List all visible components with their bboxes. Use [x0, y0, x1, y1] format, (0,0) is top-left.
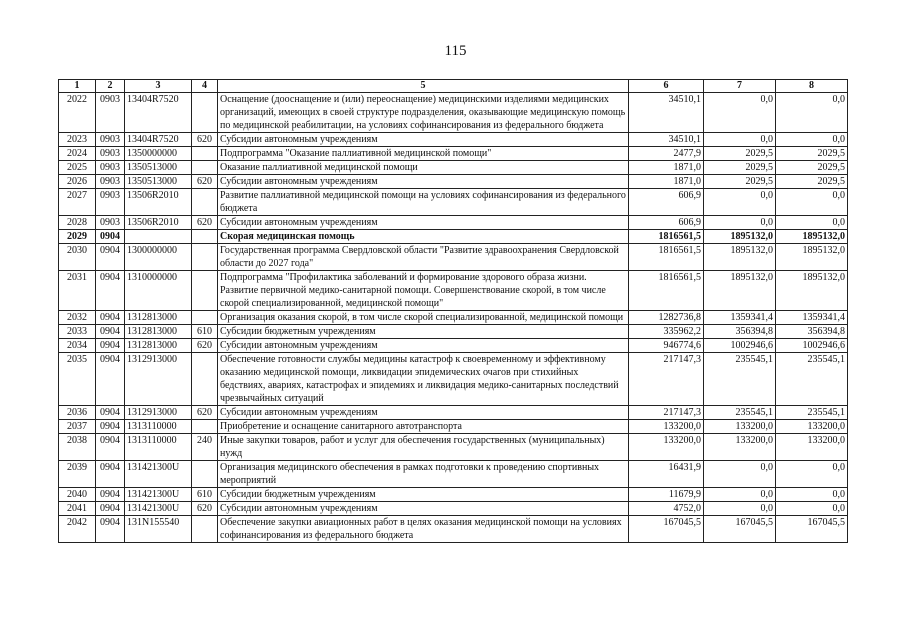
column-header: 7	[704, 80, 776, 93]
target-article-code: 1350000000	[125, 147, 192, 161]
amount-year-2: 1895132,0	[704, 230, 776, 244]
expense-type-code	[192, 311, 218, 325]
target-article-code: 1312813000	[125, 311, 192, 325]
amount-year-1: 11679,9	[629, 488, 704, 502]
amount-year-1: 335962,2	[629, 325, 704, 339]
amount-year-1: 217147,3	[629, 353, 704, 406]
amount-year-2: 2029,5	[704, 147, 776, 161]
section-code: 0904	[96, 325, 125, 339]
amount-year-3: 1895132,0	[776, 244, 848, 271]
amount-year-3: 167045,5	[776, 516, 848, 543]
row-number: 2033	[59, 325, 96, 339]
page-number: 115	[444, 43, 467, 59]
amount-year-1: 133200,0	[629, 420, 704, 434]
section-code: 0904	[96, 488, 125, 502]
table-row	[59, 271, 848, 311]
section-code: 0904	[96, 311, 125, 325]
amount-year-3: 0,0	[776, 488, 848, 502]
target-article-code: 1312913000	[125, 406, 192, 420]
target-article-code: 1300000000	[125, 244, 192, 271]
target-article-code: 1312813000	[125, 325, 192, 339]
amount-year-1: 167045,5	[629, 516, 704, 543]
expense-type-code	[192, 244, 218, 271]
table-row	[59, 244, 848, 271]
amount-year-1: 133200,0	[629, 434, 704, 461]
section-code: 0903	[96, 216, 125, 230]
column-header: 3	[125, 80, 192, 93]
item-name: Субсидии автономным учреждениям	[218, 339, 629, 353]
item-name: Оснащение (дооснащение и (или) переоснащение) медицинскими изделиями медицинских организаций, имеющих в своей структуре подразделения, оказывающие медицинскую помощь по медицинской реабилитации, на условиях софинансирования из федерального бюджета	[218, 93, 629, 133]
target-article-code: 13506R2010	[125, 216, 192, 230]
amount-year-2: 356394,8	[704, 325, 776, 339]
section-code: 0904	[96, 502, 125, 516]
amount-year-2: 235545,1	[704, 353, 776, 406]
amount-year-1: 16431,9	[629, 461, 704, 488]
expense-type-code: 620	[192, 133, 218, 147]
target-article-code: 13506R2010	[125, 189, 192, 216]
target-article-code: 1312913000	[125, 353, 192, 406]
amount-year-2: 0,0	[704, 133, 776, 147]
section-code: 0904	[96, 244, 125, 271]
expense-type-code: 620	[192, 216, 218, 230]
amount-year-3: 2029,5	[776, 147, 848, 161]
column-header: 6	[629, 80, 704, 93]
column-header: 5	[218, 80, 629, 93]
amount-year-3: 1895132,0	[776, 230, 848, 244]
section-code: 0904	[96, 420, 125, 434]
item-name: Организация медицинского обеспечения в рамках подготовки к проведению спортивных мероприятий	[218, 461, 629, 488]
expense-type-code	[192, 230, 218, 244]
amount-year-2: 0,0	[704, 502, 776, 516]
item-name: Приобретение и оснащение санитарного автотранспорта	[218, 420, 629, 434]
table-row	[59, 133, 848, 147]
target-article-code: 131421300U	[125, 461, 192, 488]
target-article-code: 1350513000	[125, 175, 192, 189]
table-row	[59, 420, 848, 434]
budget-table	[58, 79, 848, 543]
table-row	[59, 502, 848, 516]
section-code: 0904	[96, 461, 125, 488]
amount-year-1: 1816561,5	[629, 244, 704, 271]
item-name: Подпрограмма "Оказание паллиативной медицинской помощи"	[218, 147, 629, 161]
section-code: 0904	[96, 339, 125, 353]
amount-year-2: 133200,0	[704, 420, 776, 434]
amount-year-3: 0,0	[776, 461, 848, 488]
table-row	[59, 175, 848, 189]
amount-year-3: 356394,8	[776, 325, 848, 339]
column-header: 2	[96, 80, 125, 93]
amount-year-1: 1816561,5	[629, 271, 704, 311]
amount-year-1: 2477,9	[629, 147, 704, 161]
row-number: 2023	[59, 133, 96, 147]
target-article-code: 13404R7520	[125, 93, 192, 133]
amount-year-2: 133200,0	[704, 434, 776, 461]
amount-year-1: 217147,3	[629, 406, 704, 420]
row-number: 2042	[59, 516, 96, 543]
amount-year-3: 1895132,0	[776, 271, 848, 311]
section-code: 0904	[96, 516, 125, 543]
expense-type-code: 610	[192, 325, 218, 339]
section-code: 0903	[96, 161, 125, 175]
target-article-code: 1313110000	[125, 434, 192, 461]
amount-year-2: 2029,5	[704, 175, 776, 189]
target-article-code: 1312813000	[125, 339, 192, 353]
column-header-row	[59, 80, 848, 93]
table-row	[59, 311, 848, 325]
amount-year-3: 2029,5	[776, 161, 848, 175]
amount-year-3: 2029,5	[776, 175, 848, 189]
row-number: 2028	[59, 216, 96, 230]
target-article-code: 1350513000	[125, 161, 192, 175]
item-name: Субсидии автономным учреждениям	[218, 175, 629, 189]
amount-year-1: 606,9	[629, 189, 704, 216]
expense-type-code: 620	[192, 175, 218, 189]
expense-type-code	[192, 420, 218, 434]
row-number: 2032	[59, 311, 96, 325]
expense-type-code	[192, 516, 218, 543]
item-name: Обеспечение готовности службы медицины катастроф к своевременному и эффективному оказанию медицинской помощи, ликвидации эпидемических очагов при стихийных бедствиях, авариях, катастрофах и эпидемиях и ликвидация медико-санитарных последствий чрезвычайных ситуаций	[218, 353, 629, 406]
section-code: 0903	[96, 93, 125, 133]
target-article-code: 1313110000	[125, 420, 192, 434]
row-number: 2034	[59, 339, 96, 353]
row-number: 2029	[59, 230, 96, 244]
row-number: 2039	[59, 461, 96, 488]
item-name: Развитие паллиативной медицинской помощи на условиях софинансирования из федерального бюджета	[218, 189, 629, 216]
item-name: Субсидии бюджетным учреждениям	[218, 325, 629, 339]
table-body	[59, 93, 848, 543]
amount-year-2: 0,0	[704, 488, 776, 502]
table-row	[59, 93, 848, 133]
amount-year-1: 1282736,8	[629, 311, 704, 325]
section-code: 0903	[96, 147, 125, 161]
section-code: 0903	[96, 189, 125, 216]
amount-year-1: 606,9	[629, 216, 704, 230]
amount-year-1: 946774,6	[629, 339, 704, 353]
table-row	[59, 461, 848, 488]
amount-year-3: 235545,1	[776, 406, 848, 420]
table-row	[59, 516, 848, 543]
table-row	[59, 147, 848, 161]
table-row	[59, 161, 848, 175]
target-article-code: 131421300U	[125, 488, 192, 502]
section-code: 0904	[96, 406, 125, 420]
row-number: 2030	[59, 244, 96, 271]
table-row	[59, 230, 848, 244]
row-number: 2027	[59, 189, 96, 216]
item-name: Государственная программа Свердловской области "Развитие здравоохранения Свердловской области до 2027 года"	[218, 244, 629, 271]
expense-type-code: 610	[192, 488, 218, 502]
row-number: 2036	[59, 406, 96, 420]
expense-type-code: 620	[192, 502, 218, 516]
amount-year-3: 235545,1	[776, 353, 848, 406]
amount-year-3: 0,0	[776, 216, 848, 230]
amount-year-3: 0,0	[776, 189, 848, 216]
amount-year-1: 34510,1	[629, 93, 704, 133]
section-code: 0904	[96, 271, 125, 311]
column-header: 1	[59, 80, 96, 93]
amount-year-2: 0,0	[704, 93, 776, 133]
item-name: Субсидии автономным учреждениям	[218, 216, 629, 230]
expense-type-code: 620	[192, 339, 218, 353]
row-number: 2040	[59, 488, 96, 502]
amount-year-1: 1871,0	[629, 175, 704, 189]
section-code: 0904	[96, 230, 125, 244]
amount-year-3: 0,0	[776, 93, 848, 133]
amount-year-3: 0,0	[776, 133, 848, 147]
amount-year-1: 34510,1	[629, 133, 704, 147]
amount-year-2: 1002946,6	[704, 339, 776, 353]
amount-year-3: 1002946,6	[776, 339, 848, 353]
amount-year-2: 235545,1	[704, 406, 776, 420]
amount-year-2: 1359341,4	[704, 311, 776, 325]
row-number: 2026	[59, 175, 96, 189]
table-row	[59, 325, 848, 339]
amount-year-2: 1895132,0	[704, 244, 776, 271]
expense-type-code	[192, 461, 218, 488]
table-row	[59, 353, 848, 406]
row-number: 2025	[59, 161, 96, 175]
row-number: 2035	[59, 353, 96, 406]
target-article-code: 131421300U	[125, 502, 192, 516]
row-number: 2031	[59, 271, 96, 311]
row-number: 2041	[59, 502, 96, 516]
table-row	[59, 488, 848, 502]
item-name: Субсидии автономным учреждениям	[218, 133, 629, 147]
amount-year-3: 1359341,4	[776, 311, 848, 325]
expense-type-code	[192, 93, 218, 133]
section-code: 0903	[96, 133, 125, 147]
amount-year-1: 4752,0	[629, 502, 704, 516]
expense-type-code: 620	[192, 406, 218, 420]
item-name: Скорая медицинская помощь	[218, 230, 629, 244]
amount-year-2: 0,0	[704, 461, 776, 488]
row-number: 2024	[59, 147, 96, 161]
item-name: Субсидии бюджетным учреждениям	[218, 488, 629, 502]
target-article-code: 13404R7520	[125, 133, 192, 147]
table-row	[59, 434, 848, 461]
amount-year-2: 0,0	[704, 189, 776, 216]
table-row	[59, 216, 848, 230]
item-name: Иные закупки товаров, работ и услуг для обеспечения государственных (муниципальных) нужд	[218, 434, 629, 461]
expense-type-code	[192, 189, 218, 216]
amount-year-1: 1816561,5	[629, 230, 704, 244]
column-header: 8	[776, 80, 848, 93]
target-article-code: 131N155540	[125, 516, 192, 543]
amount-year-2: 0,0	[704, 216, 776, 230]
amount-year-3: 0,0	[776, 502, 848, 516]
item-name: Субсидии автономным учреждениям	[218, 502, 629, 516]
expense-type-code	[192, 353, 218, 406]
expense-type-code	[192, 147, 218, 161]
row-number: 2037	[59, 420, 96, 434]
table-row	[59, 339, 848, 353]
amount-year-2: 167045,5	[704, 516, 776, 543]
row-number: 2022	[59, 93, 96, 133]
target-article-code: 1310000000	[125, 271, 192, 311]
table-row	[59, 189, 848, 216]
item-name: Оказание паллиативной медицинской помощи	[218, 161, 629, 175]
row-number: 2038	[59, 434, 96, 461]
section-code: 0904	[96, 434, 125, 461]
amount-year-2: 2029,5	[704, 161, 776, 175]
column-header: 4	[192, 80, 218, 93]
expense-type-code	[192, 161, 218, 175]
expense-type-code: 240	[192, 434, 218, 461]
expense-type-code	[192, 271, 218, 311]
section-code: 0904	[96, 353, 125, 406]
section-code: 0903	[96, 175, 125, 189]
item-name: Организация оказания скорой, в том числе скорой специализированной, медицинской помощи	[218, 311, 629, 325]
item-name: Подпрограмма "Профилактика заболеваний и формирование здорового образа жизни. Развитие первичной медико-санитарной помощи. Совершенствование скорой, в том числе скорой специализированной, медицинской помощи"	[218, 271, 629, 311]
target-article-code	[125, 230, 192, 244]
amount-year-3: 133200,0	[776, 434, 848, 461]
amount-year-2: 1895132,0	[704, 271, 776, 311]
table-row	[59, 406, 848, 420]
item-name: Субсидии автономным учреждениям	[218, 406, 629, 420]
amount-year-3: 133200,0	[776, 420, 848, 434]
item-name: Обеспечение закупки авиационных работ в целях оказания медицинской помощи на условиях софинансирования из федерального бюджета	[218, 516, 629, 543]
amount-year-1: 1871,0	[629, 161, 704, 175]
